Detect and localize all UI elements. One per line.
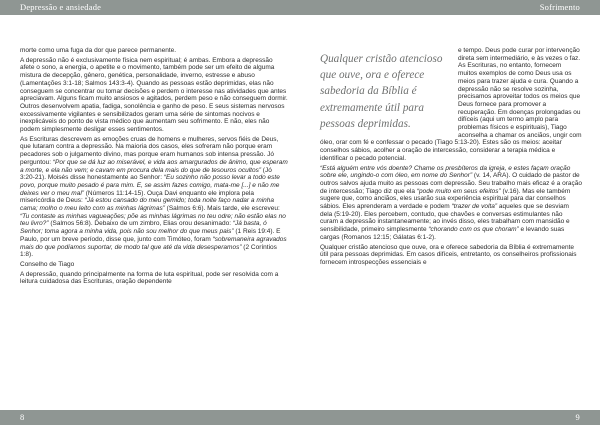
paragraph: A depressão não é exclusivamente física nem espiritual; é ambas. Embora a depressão afete o sono, a energia, o apetite e o movimento, também pode ser um efeito de alguma mistura de decepção, gênero, genética, personalidade, inverno, estresse e abuso (Lamentações 3:1-18; Salmos 143:3-4). Quando as pessoas estão deprimidas, elas não conseguem se concentrar ou tomar decisões e perdem o interesse nas atividades que antes apreciavam. Alguns ficam muito ansiosos e agitados, perdem peso e não conseguem dormir. Outros desenvolvem apatia, fadiga, sonolência e ganho de peso. E seus sistemas nervosos excessivamente vigilantes e sensibilizados geram uma série de sintomas nocivos e inexplicáveis do ponto de vista médico que aumentam seu sofrimento. E não, eles não podem simplesmente desligar esses sentimentos. <box>20 56 288 134</box>
page-number-left: 8 <box>20 412 25 422</box>
right-page-column <box>320 47 582 269</box>
paragraph: “Está alguém entre vós doente? Chame os presbíteros da igreja, e estes façam oração sobre ele, ungindo-o com óleo, em nome do Senhor” (v. 14, ARA). O cuidado de pastor de outros salvos ajuda muito as pessoas com depressão. Seu trabalho mais eficaz é a oração de intercessão; Tiago diz que ela “pode muito em seus efeitos” (v.16). Mas ele também sugere que, como anciãos, eles usarão sua experiência espiritual para dar conselhos sábios. Eles aprenderam a verdade e podem “trazer de volta” aqueles que se desviam dela (5:19-20). Eles percebem, contudo, que chavões e conversas estimulantes não curam a depressão instantaneamente; ao invés disso, eles trabalham com mansidão e sensibilidade, primeiro simplesmente “chorando com os que choram” e levando suas cargas (Romanos 12:15; Gálatas 6:1-2). <box>320 164 582 241</box>
scripture-quote: “Está alguém entre vós doente? Chame os presbíteros da igreja, e estes façam oração sobre ele, ungindo-o com óleo, em nome do Senhor” <box>320 164 571 180</box>
scripture-quote: “Já estou cansado do meu gemido; toda noite faço nadar a minha cama; molho o meu leito com as minhas lágrimas” <box>20 197 275 213</box>
scripture-quote: “Já basta, ó Senhor; toma agora a minha vida, pois não sou melhor do que meus pais” <box>20 220 267 236</box>
header-band <box>0 0 600 15</box>
scripture-quote: “chorando com os que choram” <box>428 226 519 234</box>
header-right-title: Sofrimento <box>539 2 580 12</box>
page-number-right: 9 <box>575 412 580 422</box>
paragraph: e tempo. Deus pode curar por intervenção direta sem intermediário, e às vezes o faz. As Escrituras, no entanto, fornecem muitos exemplos de como Deus usa os meios para trazer ajuda e cura. Quando a depressão não se resolve sozinha, precisamos aproveitar todos os meios que Deus fornece para promover a recuperação. Em doenças prolongadas ou difíceis (aqui um termo amplo para problemas físicos e espirituais), Tiago aconselha a chamar os anciãos, ungir com óleo, orar com fé e confessar o pecado (Tiago 5:13-20). Estes são os meios: aceitar conselhos sábios, acolher a oração de intercessão, considerar a terapia médica e identificar o pecado potencial. <box>320 47 582 162</box>
left-page-column <box>20 47 288 288</box>
paragraph: Qualquer cristão atencioso que ouve, ora e oferece sabedoria da Bíblia é extremamente útil para pessoas deprimidas. Em casos difíceis, entretanto, os conselheiros profissionais fornecem introspecções essenciais e <box>320 243 577 266</box>
footer-band <box>0 410 600 425</box>
scripture-quote: “Tu contaste as minhas vagueações; põe as minhas lágrimas no teu odre; não estão elas no teu livro?” <box>20 212 286 228</box>
paragraph: morte como uma fuga da dor que parece permanente. <box>20 47 177 54</box>
scripture-quote: “Por que se dá luz ao miserável, e vida aos amargurados de ânimo, que esperam a morte, e ela não vem; e cavam em procura dela mais do que de tesouros ocultos” <box>20 158 288 174</box>
scripture-quote: “pode muito em seus efeitos” <box>416 187 501 195</box>
section-subheading: Conselho de Tiago <box>20 260 75 268</box>
scripture-quote: “sobremaneira agravados mais do que podíamos suportar, de modo tal que até da vida desesperamos” <box>20 235 287 251</box>
scripture-quote: “Eu sozinho não posso levar a todo este povo, porque muito pesado é para mim. E, se assim fazes comigo, mata-me [...] e não me deixes ver o meu mal” <box>20 174 280 197</box>
pull-quote: Qualquer cristão atencioso que ouve, ora e oferece sabedoria da Bíblia é extremamente útil para pessoas deprimidas. <box>320 53 443 130</box>
paragraph: As Escrituras descrevem as emoções cruas de homens e mulheres, servos fiéis de Deus, que lutaram contra a depressão. Na maioria dos casos, eles sofreram não porque eram pecadores sob o julgamento divino, mas porque eram humanos sob intensa pressão. Jó perguntou: “Por que se dá luz ao miserável, e vida aos amargurados de ânimo, que esperam a morte, e ela não vem; e cavam em procura dela mais do que de tesouros ocultos” (Jó 3:20-21). Moisés disse honestamente ao Senhor: “Eu sozinho não posso levar a todo este povo, porque muito pesado é para mim. E, se assim fazes comigo, mata-me [...] e não me deixes ver o meu mal” (Números 11:14-15). Ouça Davi enquanto ele implora pela misericórdia de Deus: “Já estou cansado do meu gemido; toda noite faço nadar a minha cama; molho o meu leito com as minhas lágrimas” (Salmos 6:6). Mais tarde, ele escreveu: “Tu contaste as minhas vagueações; põe as minhas lágrimas no teu odre; não estão elas no teu livro?” (Salmos 56:8). Debaixo de um zimbro, Elias orou desanimado: “Já basta, ó Senhor; toma agora a minha vida, pois não sou melhor do que meus pais” (1 Reis 19:4). E Paulo, por um breve período, disse que, junto com Timóteo, foram “sobremaneira agravados mais do que podíamos suportar, de modo tal que até da vida desesperamos” (2 Coríntios 1:8). <box>20 135 288 259</box>
header-left-title: Depressão e ansiedade <box>20 2 102 12</box>
scripture-quote: “trazer de volta” <box>451 203 498 211</box>
paragraph: A depressão, quando principalmente na forma de luta espiritual, pode ser resolvida com a leitura cuidadosa das Escrituras, oração dependente <box>20 270 279 286</box>
